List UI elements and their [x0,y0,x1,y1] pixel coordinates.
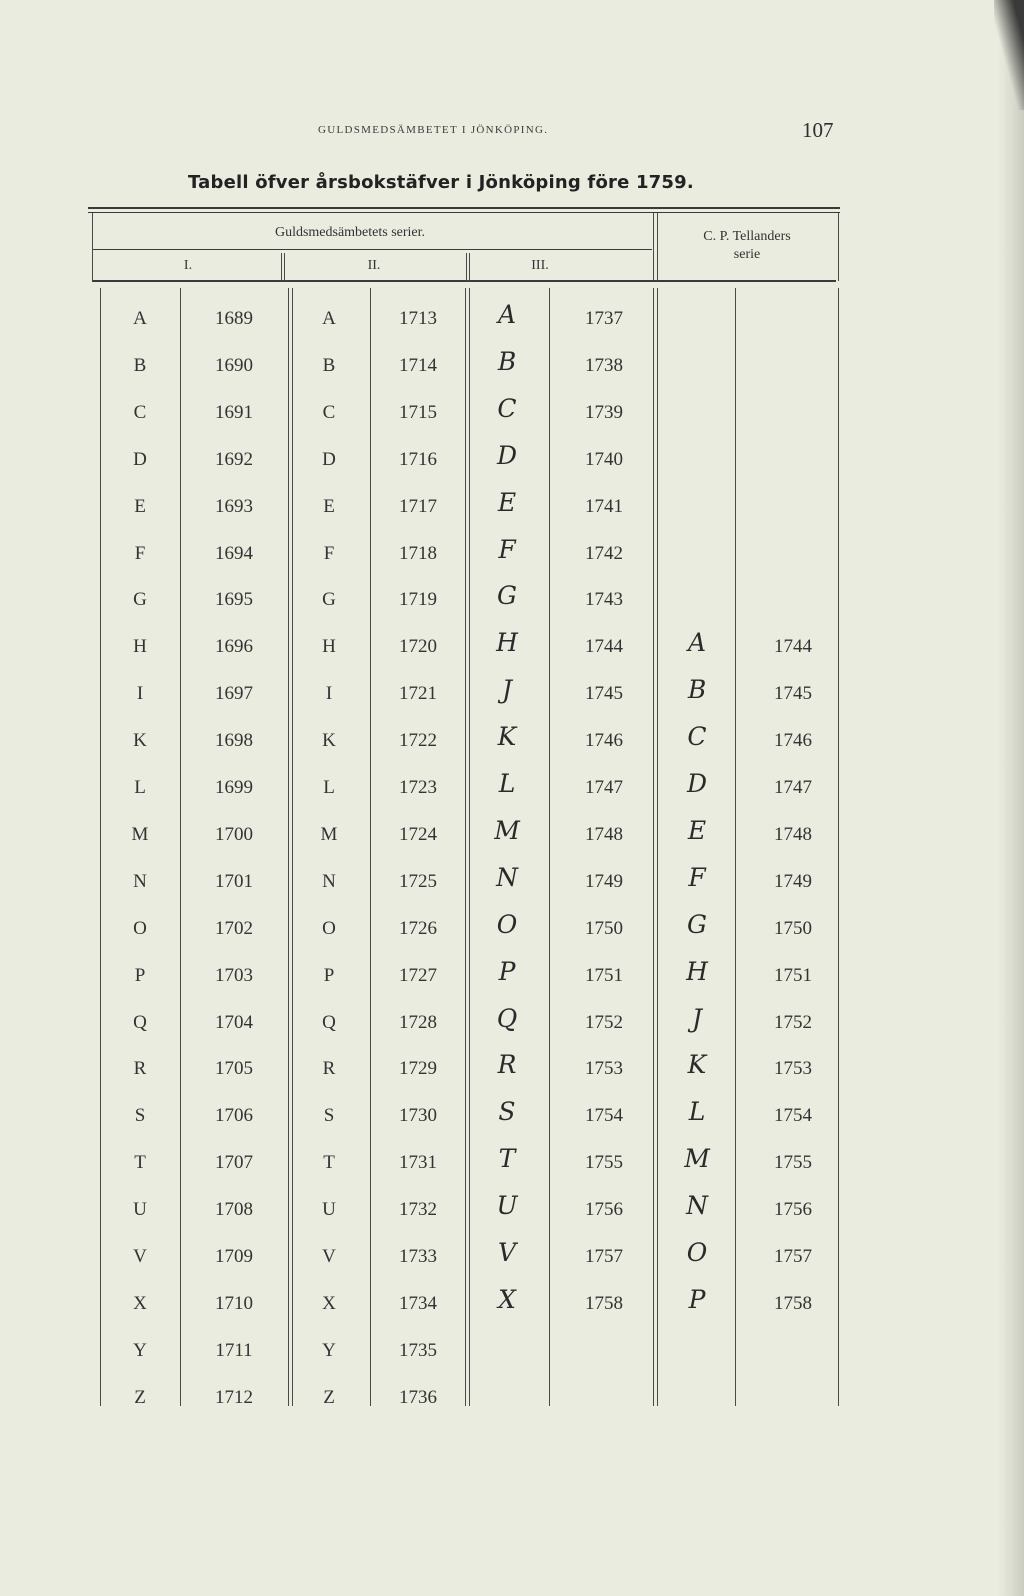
series-2-year: 1727 [399,965,437,986]
column-rule [657,288,658,1406]
tellander-letter: E [687,816,707,845]
series-3-year: 1756 [585,1199,623,1220]
series-1-year: 1700 [215,824,253,845]
series-3-year: 1741 [585,496,623,517]
series-3-letter: B [497,347,517,376]
series-3-year: 1740 [585,449,623,470]
tellander-year: 1755 [774,1152,812,1173]
series-1-letter: Y [133,1340,147,1361]
series-1-letter: C [133,402,147,423]
group-header-rule [92,249,652,250]
tellander-letter: J [691,1004,703,1033]
tellander-letter: N [686,1191,708,1220]
series-3-year: 1747 [585,777,623,798]
series-2-year: 1720 [399,636,437,657]
column-rule [465,288,466,1406]
series-2-year: 1734 [399,1293,437,1314]
header-divider-series-2-3b [469,253,470,281]
series-2-year: 1722 [399,730,437,751]
series-2-year: 1723 [399,777,437,798]
series-2-year: 1719 [399,589,437,610]
series-3-letter: V [497,1238,517,1267]
series-3-letter: D [496,441,518,470]
series-3-letter: K [497,722,517,751]
series-3-letter: O [496,910,518,939]
series-3-year: 1744 [585,636,623,657]
series-2-year: 1715 [399,402,437,423]
tellander-year: 1747 [774,777,812,798]
series-3-letter: G [497,581,517,610]
series-3-letter: J [501,675,513,704]
tellander-year: 1746 [774,730,812,751]
column-rule [735,288,736,1406]
series-1-year: 1694 [215,543,253,564]
series-2-year: 1721 [399,683,437,704]
series-2-letter: S [323,1105,335,1126]
series-1-year: 1695 [215,589,253,610]
series-1-year: 1703 [215,965,253,986]
series-2-year: 1735 [399,1340,437,1361]
series-1-letter: S [134,1105,146,1126]
tellander-letter: K [687,1050,707,1079]
series-1-letter: L [134,777,146,798]
series-2-year: 1726 [399,918,437,939]
series-2-year: 1724 [399,824,437,845]
column-rule [653,288,654,1406]
series-2-year: 1713 [399,308,437,329]
header-divider-series-1-2b [284,253,285,281]
tellander-year: 1744 [774,636,812,657]
series-3-letter: E [497,488,517,517]
series-3-year: 1753 [585,1058,623,1079]
series-2-letter: E [323,496,335,517]
series-3-year: 1749 [585,871,623,892]
series-3-year: 1738 [585,355,623,376]
series-2-year: 1725 [399,871,437,892]
series-3-letter: P [498,957,516,986]
series-1-year: 1707 [215,1152,253,1173]
series-1-year: 1689 [215,308,253,329]
series-1-year: 1701 [215,871,253,892]
tellander-year: 1753 [774,1058,812,1079]
series-1-letter: F [134,543,146,564]
series-2-letter: T [323,1152,335,1173]
series-1-year: 1692 [215,449,253,470]
series-2-letter: N [322,871,336,892]
tellander-year: 1756 [774,1199,812,1220]
series-2-letter: X [322,1293,336,1314]
series-2-year: 1732 [399,1199,437,1220]
series-3-year: 1745 [585,683,623,704]
series-1-year: 1704 [215,1012,253,1033]
tellander-header-line-2: serie [733,247,761,262]
series-1-letter: A [133,308,147,329]
series-1-header: I. [183,258,193,273]
tellander-year: 1751 [774,965,812,986]
series-3-year: 1743 [585,589,623,610]
running-head: GULDSMEDSÄMBETET I JÖNKÖPING. [318,124,549,136]
series-3-letter: A [497,300,517,329]
series-2-letter: K [322,730,336,751]
series-3-letter: U [496,1191,518,1220]
header-divider-series-2-3 [466,253,467,281]
series-2-year: 1728 [399,1012,437,1033]
series-2-year: 1716 [399,449,437,470]
series-3-year: 1751 [585,965,623,986]
tellander-year: 1752 [774,1012,812,1033]
series-2-year: 1714 [399,355,437,376]
series-3-letter: Q [496,1004,518,1033]
series-1-year: 1697 [215,683,253,704]
series-3-letter: F [498,535,516,564]
series-1-year: 1711 [215,1340,253,1361]
header-divider-left [92,213,93,281]
series-1-letter: U [133,1199,147,1220]
series-1-year: 1709 [215,1246,253,1267]
series-3-year: 1742 [585,543,623,564]
series-2-header: II. [367,258,381,273]
page-number: 107 [802,118,834,142]
series-2-letter: P [323,965,335,986]
series-1-year: 1698 [215,730,253,751]
column-rule [370,288,371,1406]
series-1-letter: D [133,449,147,470]
series-2-year: 1730 [399,1105,437,1126]
series-2-letter: B [322,355,336,376]
series-2-letter: F [323,543,335,564]
series-3-year: 1739 [585,402,623,423]
series-1-year: 1708 [215,1199,253,1220]
series-1-year: 1690 [215,355,253,376]
series-1-year: 1693 [215,496,253,517]
tellander-letter: B [687,675,707,704]
tellander-year: 1757 [774,1246,812,1267]
series-3-year: 1746 [585,730,623,751]
series-2-letter: L [323,777,335,798]
group-header: Guldsmedsämbetets serier. [274,225,426,240]
series-1-letter: I [136,683,144,704]
series-3-letter: L [498,769,516,798]
series-1-letter: B [133,355,147,376]
series-1-year: 1710 [215,1293,253,1314]
series-1-letter: X [133,1293,147,1314]
tellander-year: 1749 [774,871,812,892]
series-3-letter: R [497,1050,517,1079]
series-2-letter: U [322,1199,336,1220]
series-3-header: III. [531,258,549,273]
series-2-letter: Y [322,1340,336,1361]
series-2-year: 1718 [399,543,437,564]
series-1-letter: Q [133,1012,147,1033]
series-1-letter: P [134,965,146,986]
column-rule [180,288,181,1406]
series-3-letter: N [496,863,518,892]
series-2-letter: D [322,449,336,470]
header-divider-tellander-b [657,213,658,281]
series-3-year: 1752 [585,1012,623,1033]
header-divider-right [838,213,839,281]
series-1-year: 1706 [215,1105,253,1126]
series-2-year: 1731 [399,1152,437,1173]
series-3-year: 1737 [585,308,623,329]
tellander-year: 1758 [774,1293,812,1314]
tellander-letter: A [687,628,707,657]
series-2-year: 1717 [399,496,437,517]
series-3-year: 1748 [585,824,623,845]
series-1-letter: K [133,730,147,751]
series-3-year: 1755 [585,1152,623,1173]
series-3-year: 1754 [585,1105,623,1126]
series-1-year: 1691 [215,402,253,423]
series-2-letter: O [322,918,336,939]
series-3-letter: C [497,394,517,423]
series-2-letter: A [322,308,336,329]
tellander-letter: M [684,1144,710,1173]
series-1-letter: H [133,636,147,657]
page-edge-shadow [998,0,1024,1596]
column-rule [838,288,839,1406]
header-divider-series-1-2 [281,253,282,281]
series-1-year: 1702 [215,918,253,939]
tellander-year: 1745 [774,683,812,704]
header-divider-tellander [653,213,654,281]
tellander-letter: L [688,1097,706,1126]
tellander-year: 1754 [774,1105,812,1126]
series-3-letter: X [498,1285,516,1314]
table-top-rule-thick [88,207,840,209]
series-2-letter: G [322,589,336,610]
tellander-letter: P [688,1285,706,1314]
series-1-letter: V [133,1246,147,1267]
series-2-letter: V [322,1246,336,1267]
table-title: Tabell öfver årsbokstäfver i Jönköping före 1759. [188,172,694,193]
tellander-letter: G [687,910,707,939]
tellander-letter: D [686,769,708,798]
table-top-rule-thin [88,212,840,213]
series-2-year: 1736 [399,1387,437,1408]
series-3-year: 1757 [585,1246,623,1267]
series-3-letter: H [496,628,518,657]
series-1-letter: N [133,871,147,892]
series-3-letter: S [498,1097,516,1126]
series-1-year: 1705 [215,1058,253,1079]
tellander-header-line-1: C. P. Tellanders [703,229,791,244]
series-2-letter: H [322,636,336,657]
series-1-letter: T [134,1152,146,1173]
series-3-letter: M [494,816,520,845]
series-3-year: 1750 [585,918,623,939]
tellander-letter: O [686,1238,708,1267]
tellander-letter: H [686,957,708,986]
series-3-year: 1758 [585,1293,623,1314]
series-3-letter: T [498,1144,516,1173]
series-2-letter: Z [323,1387,335,1408]
series-1-year: 1696 [215,636,253,657]
series-1-year: 1712 [215,1387,253,1408]
series-1-letter: O [133,918,147,939]
column-rule [549,288,550,1406]
series-1-year: 1699 [215,777,253,798]
series-1-letter: G [133,589,147,610]
series-2-year: 1733 [399,1246,437,1267]
series-2-letter: Q [322,1012,336,1033]
tellander-year: 1750 [774,918,812,939]
page-corner-shadow [994,0,1024,110]
series-1-letter: M [131,824,149,845]
tellander-letter: F [688,863,706,892]
series-2-year: 1729 [399,1058,437,1079]
series-2-letter: M [320,824,338,845]
series-2-letter: R [322,1058,336,1079]
tellander-letter: C [687,722,707,751]
series-1-letter: Z [134,1387,146,1408]
series-2-letter: I [325,683,333,704]
series-1-letter: E [134,496,146,517]
header-bottom-rule [92,280,836,282]
tellander-year: 1748 [774,824,812,845]
series-2-letter: C [322,402,336,423]
series-1-letter: R [133,1058,147,1079]
